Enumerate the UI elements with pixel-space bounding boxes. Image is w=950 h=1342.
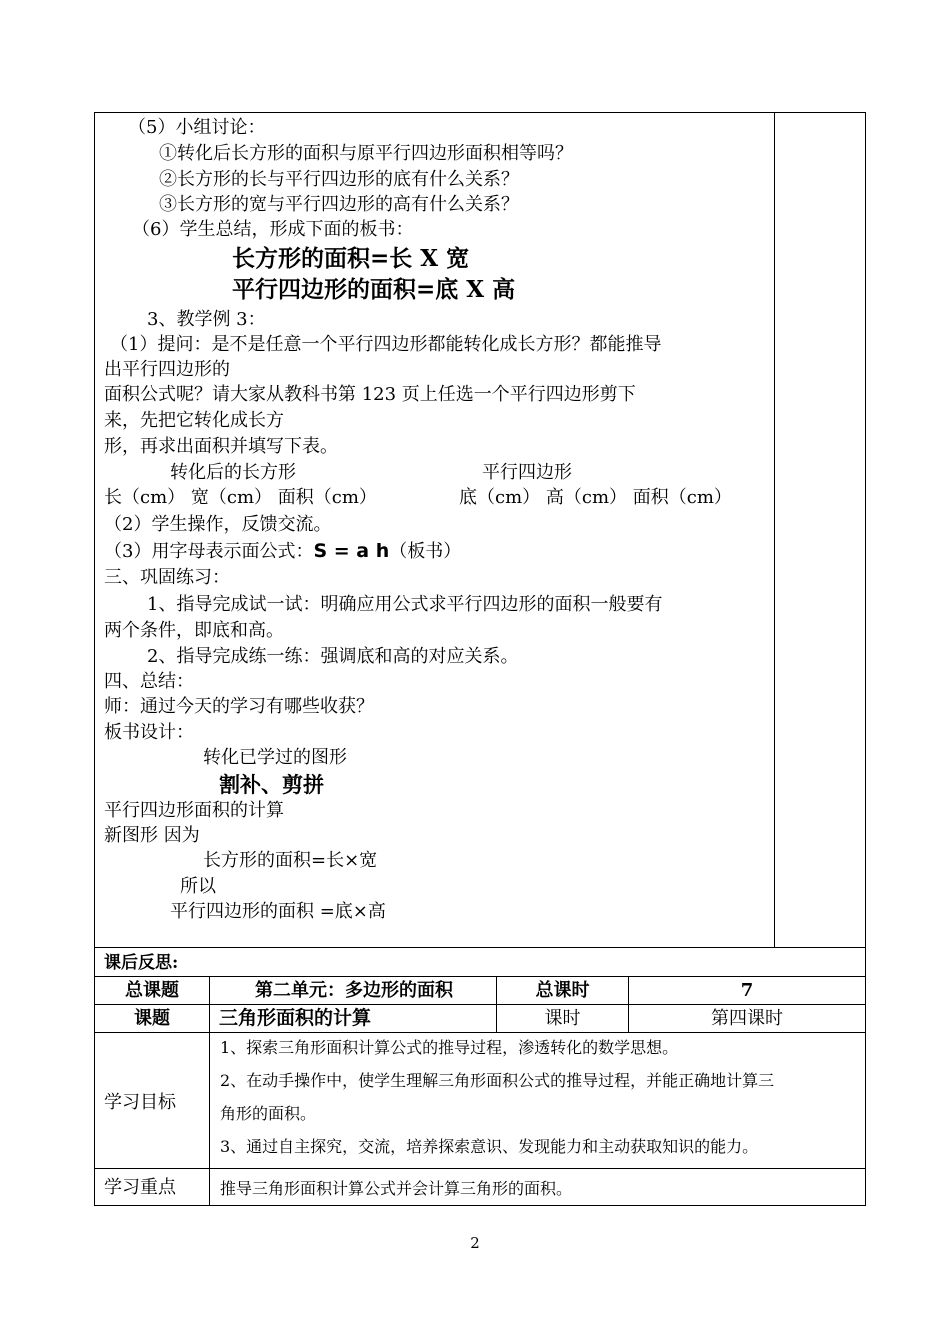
total-topic-value: 第二单元：多边形的面积 (255, 980, 453, 1001)
board-design-line-3: 平行四边形面积的计算 (104, 800, 284, 821)
letter-formula-prefix: （3）用字母表示面公式： (104, 541, 314, 562)
board-design-line-4: 新图形 因为 (104, 825, 200, 846)
group-discussion-title: （5）小组讨论： (128, 117, 266, 138)
letter-formula: S = a h (313, 540, 390, 562)
student-summary: （6）学生总结，形成下面的板书： (132, 219, 414, 240)
board-design-heading: 板书设计： (104, 722, 194, 743)
section-3-heading: 三、巩固练习： (104, 567, 230, 588)
board-formula-rectangle: 长方形的面积=长 X 宽 (232, 245, 470, 272)
reflection-label: 课后反思: (104, 953, 179, 973)
goal-2-line-1: 2、在动手操作中，使学生理解三角形面积公式的推导过程，并能正确地计算三 (220, 1071, 775, 1090)
lesson-body-divider (774, 112, 775, 948)
total-hours-label: 总课时 (535, 980, 590, 1001)
student-operation: （2）学生操作，反馈交流。 (104, 514, 332, 535)
table-head-parallelogram: 平行四边形 (482, 462, 572, 483)
hour-label: 课时 (544, 1008, 581, 1029)
reflection-row (94, 947, 866, 977)
board-design-line-5: 长方形的面积=长×宽 (203, 850, 378, 871)
board-formula-parallelogram: 平行四边形的面积=底 X 高 (232, 276, 516, 303)
question-line-4: 来，先把它转化成长方 (104, 410, 284, 431)
board-design-line-6: 所以 (180, 876, 216, 897)
goal-label: 学习目标 (104, 1092, 176, 1113)
key-label: 学习重点 (104, 1177, 176, 1198)
practice-1-line-2: 两个条件，即底和高。 (104, 620, 284, 641)
letter-formula-suffix: （板书） (389, 541, 462, 562)
letter-formula-line (104, 539, 461, 564)
goal-3: 3、通过自主探究，交流，培养探索意识、发现能力和主动获取知识的能力。 (220, 1137, 759, 1156)
topic-label: 课题 (134, 1008, 170, 1029)
board-design-line-7: 平行四边形的面积 =底×高 (170, 901, 386, 922)
board-design-line-2: 割补、剪拼 (219, 772, 324, 797)
question-line-1: （1）提问：是不是任意一个平行四边形都能转化成长方形？都能推导 (110, 334, 662, 355)
discussion-question-3: ③长方形的宽与平行四边形的高有什么关系？ (159, 194, 519, 215)
table-columns-rectangle: 长（cm） 宽（cm） 面积（cm） (104, 487, 377, 508)
total-hours-value: 7 (740, 980, 754, 1001)
example-3-heading: 3、教学例 3： (147, 309, 266, 330)
board-design-line-1: 转化已学过的图形 (203, 747, 347, 768)
table-columns-parallelogram: 底（cm） 高（cm） 面积（cm） (459, 487, 732, 508)
hour-value: 第四课时 (711, 1008, 783, 1029)
goal-2-line-2: 角形的面积。 (220, 1104, 317, 1123)
goal-1: 1、探索三角形面积计算公式的推导过程，渗透转化的数学思想。 (220, 1038, 679, 1057)
key-value: 推导三角形面积计算公式并会计算三角形的面积。 (220, 1179, 573, 1198)
section-4-heading: 四、总结： (104, 671, 194, 692)
total-topic-label: 总课题 (125, 980, 179, 1001)
discussion-question-1: ①转化后长方形的面积与原平行四边形面积相等吗？ (159, 143, 573, 164)
topic-value: 三角形面积的计算 (219, 1007, 372, 1029)
discussion-question-2: ②长方形的长与平行四边形的底有什么关系？ (159, 169, 519, 190)
page-number: 2 (470, 1234, 480, 1252)
practice-2: 2、指导完成练一练：强调底和高的对应关系。 (147, 646, 519, 667)
question-line-5: 形，再求出面积并填写下表。 (104, 436, 338, 457)
question-line-3: 面积公式呢？请大家从教科书第 123 页上任选一个平行四边形剪下 (104, 384, 636, 405)
practice-1-line-1: 1、指导完成试一试：明确应用公式求平行四边形的面积一般要有 (147, 594, 663, 615)
table-head-rectangle: 转化后的长方形 (170, 462, 296, 483)
teacher-question: 师：通过今天的学习有哪些收获？ (104, 696, 374, 717)
question-line-2: 出平行四边形的 (104, 359, 230, 380)
